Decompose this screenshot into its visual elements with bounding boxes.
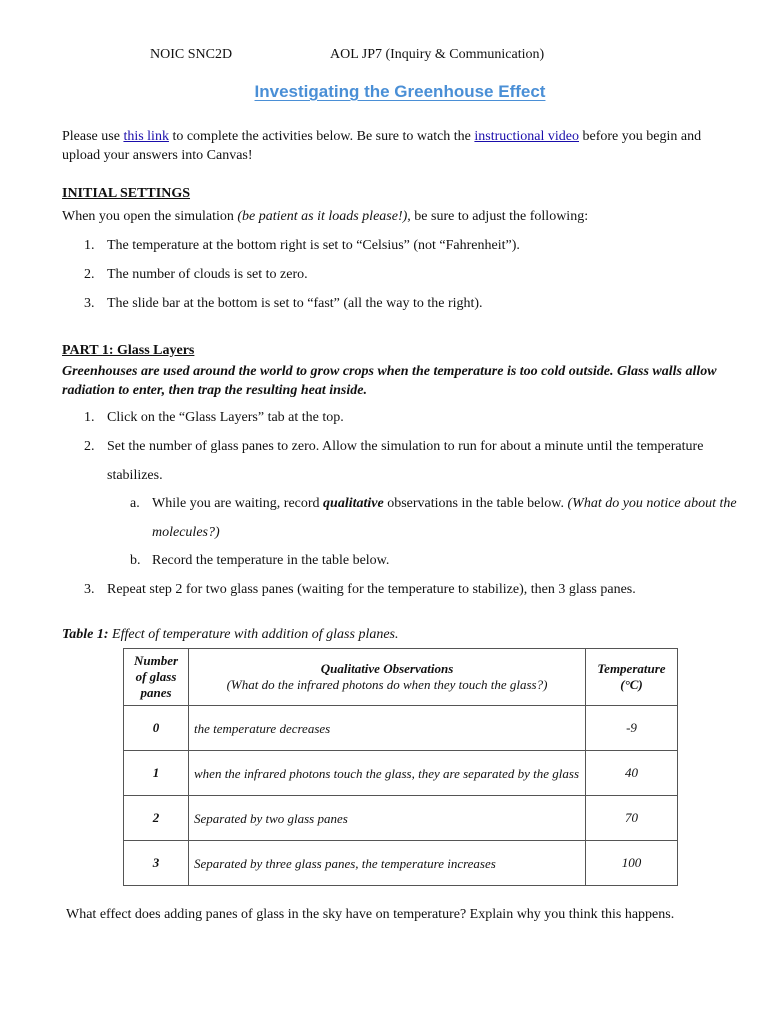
table-header-row	[124, 649, 678, 706]
cell-panes: 0	[124, 706, 189, 751]
table-row	[124, 796, 678, 841]
observations-table	[123, 648, 678, 886]
step-emphasis: qualitative	[323, 496, 384, 511]
header-temperature	[586, 649, 678, 706]
cell-observation[interactable]: Separated by two glass panes	[189, 796, 586, 841]
setting-item-text: The temperature at the bottom right is set to “Celsius” (not “Fahrenheit”).	[107, 238, 520, 253]
table-row	[124, 841, 678, 886]
setting-item-text: The number of clouds is set to zero.	[107, 267, 308, 282]
setting-item-3: 3. The slide bar at the bottom is set to “fast” (all the way to the right).	[84, 296, 483, 311]
header-observations-subtitle: (What do the infrared photons do when they touch the glass?)	[226, 677, 548, 692]
step-text-cont: observations in the table below.	[383, 496, 568, 511]
cell-temperature[interactable]: -9	[586, 706, 678, 751]
intro-text-end: before you begin and upload your answers into Canvas!	[62, 129, 702, 163]
cell-observation[interactable]: Separated by three glass panes, the temperature increases	[189, 841, 586, 886]
initial-settings-heading: INITIAL SETTINGS	[62, 186, 191, 201]
cell-temperature[interactable]: 70	[586, 796, 678, 841]
initial-settings-intro	[62, 207, 742, 226]
settings-intro-text: When you open the simulation	[62, 209, 238, 224]
cell-observation[interactable]: when the infrared photons touch the glass, they are separated by the glass	[189, 751, 586, 796]
part1-step-2a: a. While you are waiting, record qualitative observations in the table below. (What do you notice about the molecules?)	[130, 496, 737, 540]
part1-step-2: 2. Set the number of glass panes to zero. Allow the simulation to run for about a minute until the temperature stabilizes.	[84, 439, 704, 483]
cell-panes: 3	[124, 841, 189, 886]
intro-text-middle: to complete the activities below. Be sure to watch the	[168, 129, 475, 144]
part1-step-3: 3. Repeat step 2 for two glass panes (waiting for the temperature to stabilize), then 3 glass panes.	[84, 582, 636, 597]
header-observations	[189, 649, 586, 706]
settings-intro-end: , be sure to adjust the following:	[407, 209, 589, 224]
header-panes: Number of glass panes	[124, 649, 189, 706]
table-row	[124, 706, 678, 751]
step-text: Set the number of glass panes to zero. Allow the simulation to run for about a minute until the temperature stabilizes.	[107, 439, 704, 483]
assignment-code: AOL JP7 (Inquiry & Communication)	[330, 47, 545, 62]
cell-temperature[interactable]: 40	[586, 751, 678, 796]
cell-panes: 1	[124, 751, 189, 796]
part1-step-2b: b. Record the temperature in the table below.	[130, 553, 390, 568]
follow-up-question: What effect does adding panes of glass in the sky have on temperature? Explain why you think this happens.	[66, 907, 675, 922]
setting-item-text: The slide bar at the bottom is set to “fast” (all the way to the right).	[107, 296, 483, 311]
setting-item-1: 1. The temperature at the bottom right is set to “Celsius” (not “Fahrenheit”).	[84, 238, 520, 253]
part1-step-1: 1. Click on the “Glass Layers” tab at the top.	[84, 410, 344, 425]
step-text: Repeat step 2 for two glass panes (waiting for the temperature to stabilize), then 3 glass panes.	[107, 582, 636, 597]
instructional-video-link[interactable]: instructional video	[474, 129, 579, 144]
caption-label: Table 1:	[62, 627, 109, 642]
cell-panes: 2	[124, 796, 189, 841]
page-title: Investigating the Greenhouse Effect	[254, 82, 546, 101]
intro-paragraph	[62, 127, 742, 165]
cell-observation[interactable]: the temperature decreases	[189, 706, 586, 751]
table-row	[124, 751, 678, 796]
step-note: (What do you notice about the molecules?)	[152, 496, 737, 540]
intro-text-start: Please use	[62, 129, 124, 144]
course-code: NOIC SNC2D	[150, 47, 233, 62]
part1-description: Greenhouses are used around the world to grow crops when the temperature is too cold outside. Glass walls allow radiation to enter, then trap the resulting heat inside.	[62, 364, 717, 398]
header-temperature-title: Temperature	[597, 661, 666, 676]
step-text: Click on the “Glass Layers” tab at the top.	[107, 410, 344, 425]
part1-heading: PART 1: Glass Layers	[62, 343, 195, 358]
settings-intro-note: (be patient as it loads please!)	[237, 209, 408, 224]
caption-text: Effect of temperature with addition of glass planes.	[108, 627, 399, 642]
table-caption	[62, 627, 399, 643]
setting-item-2: 2. The number of clouds is set to zero.	[84, 267, 308, 282]
header-observations-title: Qualitative Observations	[320, 661, 454, 676]
cell-temperature[interactable]: 100	[586, 841, 678, 886]
simulation-link[interactable]: this link	[123, 129, 169, 144]
step-text: While you are waiting, record	[152, 496, 324, 511]
step-text: Record the temperature in the table below.	[152, 553, 390, 568]
header-temperature-unit: (°C)	[620, 677, 643, 692]
